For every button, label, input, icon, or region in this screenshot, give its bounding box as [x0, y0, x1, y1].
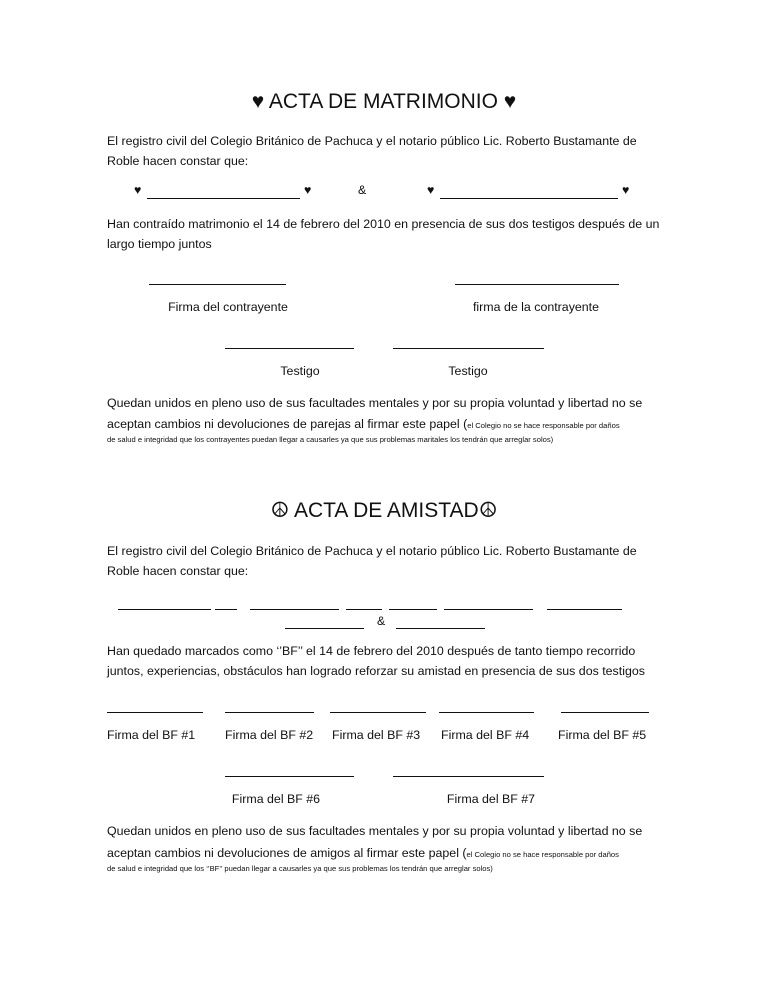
ampersand: & — [358, 183, 367, 197]
peace-icon: ☮ — [478, 499, 498, 522]
bf-label-5: Firma del BF #5 — [558, 728, 647, 742]
friendship-body-line1: Han quedado marcados como ‘’BF’’ el 14 de febrero del 2010 después de tanto tiempo recorrido — [107, 644, 636, 658]
marriage-closing-text: aceptan cambios ni devoluciones de parejas al firmar este papel ( — [107, 417, 468, 431]
signature-line-witness-1[interactable] — [225, 348, 354, 349]
ampersand: & — [377, 614, 386, 628]
heart-icon: ♥ — [304, 183, 312, 197]
friend-name-line-1[interactable] — [118, 609, 211, 610]
signature-line-husband[interactable] — [149, 284, 286, 285]
marriage-disclaimer-2: de salud e integridad que los contrayentes puedan llegar a causarles ya que sus problemas maritales los tendrán que arreglar solos) — [107, 435, 554, 444]
friendship-closing-text: aceptan cambios ni devoluciones de amigos al firmar este papel ( — [107, 846, 467, 860]
signature-line-bf2[interactable] — [225, 712, 314, 713]
signature-line-bf6[interactable] — [225, 776, 354, 777]
friendship-disclaimer-1: el Colegio no se hace responsable por daños — [466, 850, 619, 859]
heart-icon: ♥ — [622, 183, 630, 197]
bf-label-7: Firma del BF #7 — [446, 792, 536, 806]
friendship-disclaimer-2: de salud e integridad que los ‘’BF’’ puedan llegar a causarles ya que sus problemas los tendrán que arreglar solos) — [107, 864, 493, 873]
spouse-name-line-1[interactable] — [147, 198, 300, 199]
friend-name-line-4[interactable] — [346, 609, 382, 610]
peace-icon: ☮ — [270, 499, 290, 522]
friendship-intro: El registro civil del Colegio Británico de Pachuca y el notario público Lic. Roberto Bustamante de Roble hacen constar que: — [107, 544, 637, 578]
friend-name-line-2[interactable] — [215, 609, 237, 610]
signature-line-bf3[interactable] — [330, 712, 426, 713]
bf-label-3: Firma del BF #3 — [332, 728, 421, 742]
marriage-disclaimer-1: el Colegio no se hace responsable por daños — [467, 421, 620, 430]
marriage-intro: El registro civil del Colegio Británico de Pachuca y el notario público Lic. Roberto Bustamante de Roble hacen constar que: — [107, 134, 637, 168]
bf-label-6: Firma del BF #6 — [231, 792, 321, 806]
bf-label-4: Firma del BF #4 — [441, 728, 530, 742]
friend-name-line-3[interactable] — [250, 609, 339, 610]
friend-name-line-8[interactable] — [285, 628, 364, 629]
marriage-closing-line1: Quedan unidos en pleno uso de sus facultades mentales y por su propia voluntad y libertad no se — [107, 396, 643, 410]
witness-label-2: Testigo — [448, 364, 488, 378]
spouse-name-line-2[interactable] — [440, 198, 618, 199]
friend-name-line-5[interactable] — [389, 609, 437, 610]
friendship-title — [0, 498, 768, 523]
signature-line-bf1[interactable] — [107, 712, 203, 713]
signature-line-bf4[interactable] — [439, 712, 534, 713]
heart-icon: ♥ — [427, 183, 435, 197]
bf-label-1: Firma del BF #1 — [107, 728, 196, 742]
signature-line-witness-2[interactable] — [393, 348, 544, 349]
signature-label-husband: Firma del contrayente — [168, 300, 288, 314]
friendship-body-line2: juntos, experiencias, obstáculos han logrado reforzar su amistad en presencia de sus dos testigos — [107, 664, 645, 678]
friendship-closing-line1: Quedan unidos en pleno uso de sus facultades mentales y por su propia voluntad y libertad no se — [107, 824, 643, 838]
signature-line-bf5[interactable] — [561, 712, 649, 713]
friend-name-line-7[interactable] — [547, 609, 622, 610]
friend-name-line-6[interactable] — [444, 609, 533, 610]
signature-line-bf7[interactable] — [393, 776, 544, 777]
friend-name-line-9[interactable] — [396, 628, 485, 629]
marriage-title: ♥ ACTA DE MATRIMONIO ♥ — [251, 90, 517, 113]
marriage-body: Han contraído matrimonio el 14 de febrero del 2010 en presencia de sus dos testigos después de un largo tiempo juntos — [107, 217, 660, 251]
friendship-closing-line2 — [107, 844, 619, 862]
bf-label-2: Firma del BF #2 — [225, 728, 314, 742]
signature-label-wife: firma de la contrayente — [472, 300, 600, 314]
heart-icon: ♥ — [134, 183, 142, 197]
marriage-closing-line2 — [107, 415, 620, 433]
witness-label-1: Testigo — [280, 364, 320, 378]
friendship-title-text: ACTA DE AMISTAD — [293, 499, 479, 522]
signature-line-wife[interactable] — [455, 284, 619, 285]
